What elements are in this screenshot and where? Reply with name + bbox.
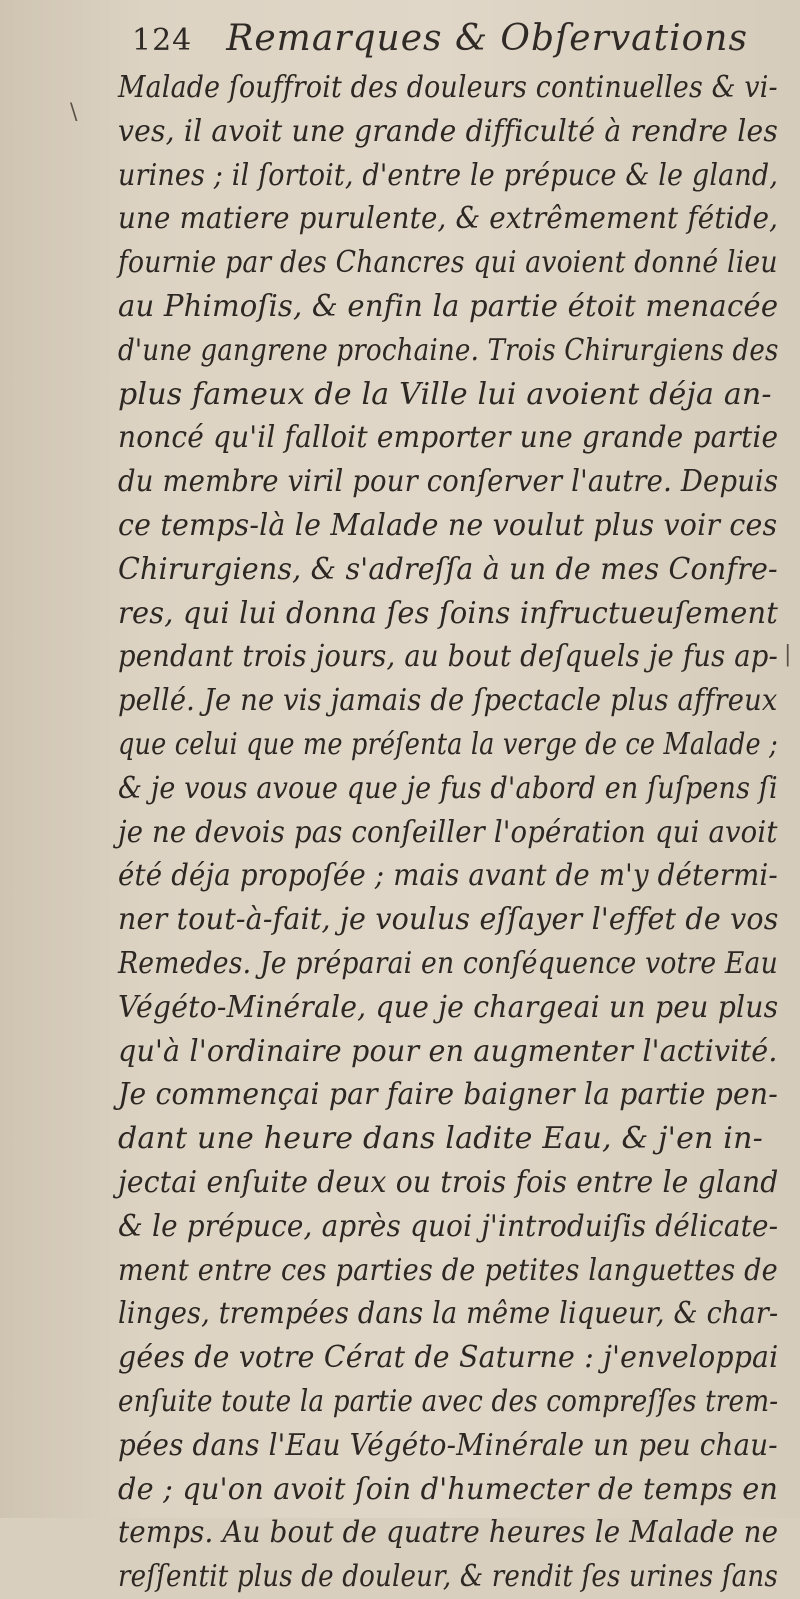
text-line: ner tout-à-fait, je voulus eſſayer l'effet de vos: [118, 902, 779, 938]
text-line: res, qui lui donna ſes ſoins infructueuſement: [118, 595, 778, 631]
text-line: gées de votre Cérat de Saturne : j'enveloppai: [118, 1340, 779, 1376]
text-line: & le prépuce, après quoi j'introduiſis délicate-: [118, 1208, 779, 1244]
text-line: & je vous avoue que je fus d'abord en ſuſpens ſi: [118, 770, 778, 806]
text-line: Malade ſouffroit des douleurs continuelles & vi-: [118, 70, 778, 105]
text-line: je ne devois pas conſeiller l'opération qui avoit: [118, 814, 778, 850]
text-line: ce temps-là le Malade ne voulut plus voir ces: [118, 507, 778, 543]
body-text: [118, 66, 778, 1599]
text-line: pendant trois jours, au bout deſquels je fus ap-: [118, 639, 779, 675]
page-number: 124: [132, 23, 193, 58]
text-line: qu'à l'ordinaire pour en augmenter l'activité.: [118, 1033, 778, 1069]
text-line: fournie par des Chancres qui avoient donné lieu: [118, 245, 778, 281]
text-line: une matiere purulente, & extrêmement fétide,: [118, 201, 779, 237]
text-line: que celui que me préſenta la verge de ce Malade ;: [118, 726, 778, 762]
text-line: linges, trempées dans la même liqueur, & char-: [118, 1296, 779, 1332]
text-line: Végéto-Minérale, que je chargeai un peu plus: [118, 989, 779, 1025]
text-line: du membre viril pour conſerver l'autre. Depuis: [118, 464, 779, 500]
text-line: temps. Au bout de quatre heures le Malade ne: [118, 1515, 779, 1551]
text-line: pellé. Je ne vis jamais de ſpectacle plus affreux: [118, 683, 778, 719]
text-line: Chirurgiens, & s'adreſſa à un de mes Confre-: [118, 551, 778, 587]
running-title: Remarques & Obſervations: [226, 18, 748, 59]
text-line: urines ; il ſortoit, d'entre le prépuce & le gland,: [118, 157, 779, 193]
text-line: de ; qu'on avoit ſoin d'humecter de temps en: [118, 1471, 779, 1507]
text-line: enſuite toute la partie avec des compreſſes trem-: [118, 1383, 779, 1419]
text-line: plus fameux de la Ville lui avoient déja an-: [118, 376, 772, 412]
text-line: noncé qu'il falloit emporter une grande partie: [118, 420, 779, 456]
text-line: pées dans l'Eau Végéto-Minérale un peu chau-: [118, 1427, 778, 1463]
text-line: reſſentit plus de douleur, & rendit ſes urines ſans: [118, 1559, 778, 1595]
text-line: Remedes. Je préparai en conſéquence votre Eau: [118, 945, 778, 981]
text-line: ves, il avoit une grande difficulté à rendre les: [118, 113, 778, 149]
text-line: ment entre ces parties de petites languettes de: [118, 1252, 778, 1288]
margin-mark: \: [70, 100, 78, 125]
text-line: au Phimoſis, & enfin la partie étoit menacée: [118, 288, 779, 324]
text-line: jectai enſuite deux ou trois fois entre le gland: [118, 1164, 779, 1200]
page-header: [132, 18, 748, 59]
margin-mark: |: [784, 642, 792, 667]
text-line: d'une gangrene prochaine. Trois Chirurgiens des: [118, 332, 779, 368]
text-line: Je commençai par faire baigner la partie pen-: [118, 1077, 778, 1113]
text-line: été déja propoſée ; mais avant de m'y détermi-: [118, 858, 778, 894]
text-line: dant une heure dans ladite Eau, & j'en in-: [118, 1121, 763, 1157]
